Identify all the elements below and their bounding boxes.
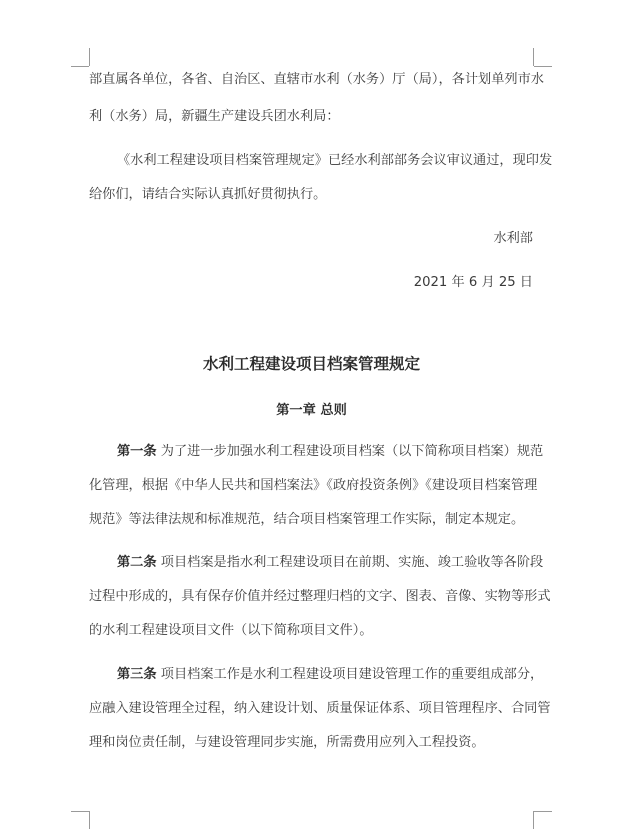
article-1-line-2: 化管理，根据《中华人民共和国档案法》《政府投资条例》《建设项目档案管理 [89, 478, 538, 493]
article-1-line-3: 规范》等法律法规和标准规范，结合项目档案管理工作实际，制定本规定。 [89, 512, 525, 527]
article-3-label: 第三条 [117, 667, 157, 682]
article-3-line-3: 理和岗位责任制，与建设管理同步实施，所需费用应列入工程投资。 [89, 735, 485, 750]
article-2-line-1 [117, 553, 577, 573]
issue-date: 2021 年 6 月 25 日 [413, 275, 533, 290]
signer: 水利部 [493, 231, 533, 246]
addressee-line-1: 部直属各单位，各省、自治区、直辖市水利（水务）厅（局），各计划单列市水 [89, 72, 544, 87]
regulation-title: 水利工程建设项目档案管理规定 [202, 355, 420, 373]
article-1-line-1 [117, 442, 577, 462]
notice-body-line-2: 给你们，请结合实际认真抓好贯彻执行。 [89, 187, 327, 202]
article-2-text-1: 项目档案是指水利工程建设项目在前期、实施、竣工验收等各阶段 [156, 555, 544, 570]
notice-body-line-1: 《水利工程建设项目档案管理规定》已经水利部部务会议审议通过，现印发 [117, 153, 553, 168]
article-2-label: 第二条 [117, 555, 157, 570]
chapter-heading: 第一章 总则 [276, 403, 347, 418]
article-3-line-1 [117, 665, 577, 685]
article-2-line-2: 过程中形成的，具有保存价值并经过整理归档的文字、图表、音像、实物等形式 [89, 589, 551, 604]
article-3-text-1: 项目档案工作是水利工程建设项目建设管理工作的重要组成部分， [156, 667, 544, 682]
article-1-label: 第一条 [117, 444, 157, 459]
addressee-line-2: 利（水务）局，新疆生产建设兵团水利局： [89, 109, 340, 124]
article-1-text-1: 为了进一步加强水利工程建设项目档案（以下简称项目档案）规范 [156, 444, 544, 459]
article-3-line-2: 应融入建设管理全过程，纳入建设计划、质量保证体系、项目管理程序、合同管 [89, 701, 551, 716]
article-2-line-3: 的水利工程建设项目文件（以下简称项目文件）。 [89, 623, 373, 638]
